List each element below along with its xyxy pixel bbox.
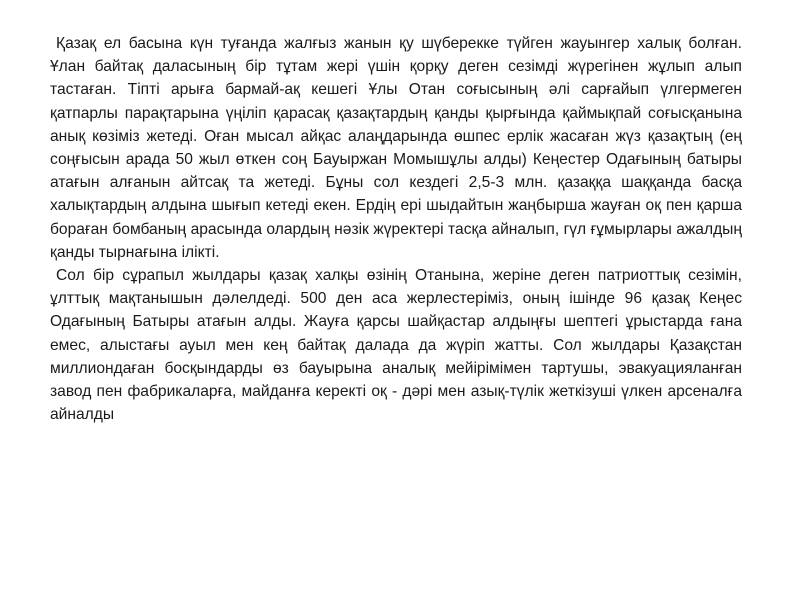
text-block — [50, 32, 742, 426]
paragraph-2: Сол бір сұрапыл жылдары қазақ халқы өзінің Отанына, жеріне деген патриоттық сезімін, ұлттық мақтанышын дәлелдеді. 500 ден аса жерлестеріміз, оның ішінде 96 қазақ Кеңес Одағының Батыры атағын алды. Жауға қарсы шайқастар алдыңғы шептегі ұрыстарда ғана емес, алыстағы ауыл мен кең байтақ далада да жүріп жатты. Сол жылдары Қазақстан миллиондаған босқындарды өз бауырына аналық мейірімімен тартушы, эвакуацияланған завод пен фабрикаларға, майданға керекті оқ - дәрі мен азық-түлік жеткізуші үлкен арсеналға айналды — [50, 267, 742, 424]
paragraph-1: Қазақ ел басына күн туғанда жалғыз жанын қу шүберекке түйген жауынгер халық болған. Ұлан байтақ даласының бір тұтам жері үшін қорқу деген сезімді жүрегінен жұлып алып тастаған. Тіпті арыға бармай-ақ кешегі Ұлы Отан соғысының әлі сарғайып үлгермеген қатпарлы парақтарына үңіліп қарасақ қазақтардың қанды қырғында қаймықпай соғысқанына анық көзіміз жетеді. Оған мысал айқас алаңдарында өшпес ерлік жасаған жүз қазақтың (ең соңғысын арада 50 жыл өткен соң Бауыржан Момышұлы алды) Кеңестер Одағының батыры атағын алғанын айтсақ та жетеді. Бұны сол кездегі 2,5-3 млн. қазаққа шаққанда басқа халықтардың алдына шығып кетеді екен. Ердің ері шыдайтын жаңбырша жауған оқ пен қарша бораған бомбаның арасында олардың нәзік жүректері тасқа айналып, гүл ғұмырлары ажалдың қанды тырнағына ілікті. — [50, 35, 742, 261]
